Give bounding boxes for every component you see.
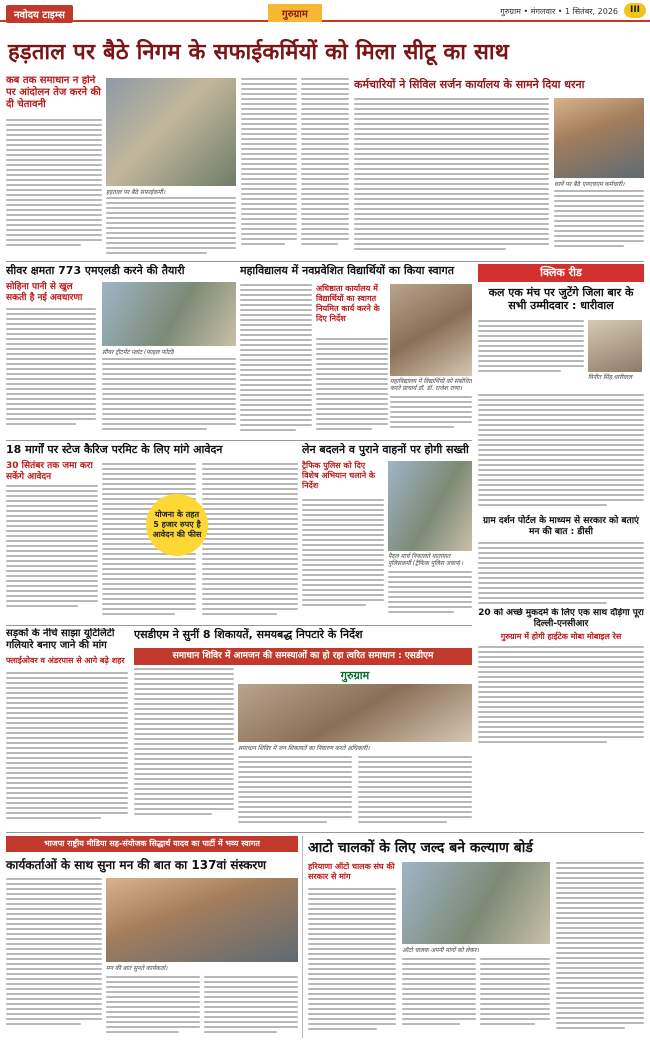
lead-side-head: कब तक समाधान न होने पर आंदोलन तेज करने की दी चेतावनी — [6, 75, 101, 110]
lead-headline: हड़ताल पर बैठे निगम के सफाईकर्मियों को मिला सीटू का साथ — [8, 40, 510, 65]
divider — [6, 625, 472, 626]
auto-head: आटो चालकों के लिए जल्द बने कल्याण बोर्ड — [308, 840, 533, 856]
vehicle-story — [302, 443, 472, 621]
sdm-photo-caption: समाधान शिविर में जन शिकायतें का निवारण करते अधिकारी। — [238, 745, 370, 752]
college-photo — [390, 284, 472, 376]
sdm-bar: समाधान शिविर में आमजन की समस्याओं का हो रहा त्वरित समाधान : एसडीएम — [134, 648, 472, 665]
lead-right-head: कर्मचारियों ने सिविल सर्जन कार्यालय के सामने दिया धरना — [354, 78, 585, 91]
case-race-story — [478, 608, 644, 748]
sdm-photo — [238, 684, 472, 742]
college-sub-head: अधिष्ठाता कार्यालय में विद्यार्थियों का स्वागत नियमित कार्य करने के दिए निर्देश — [316, 284, 380, 323]
auto-photo-caption: ऑटो चालक अपनी मांगों को लेकर। — [402, 947, 479, 954]
fee-bubble: योजना के तहत 5 हजार रुपए है आवेदन की फीस — [146, 494, 208, 556]
lead-right-story — [354, 78, 644, 258]
bjp-photo — [106, 878, 298, 962]
column-divider — [302, 836, 303, 1038]
click-photo-caption: विनीत सिंह धारीवाल — [588, 374, 633, 381]
brand-logo: नवोदय टाइम्स — [6, 5, 73, 23]
vehicle-sub-head: ट्रैफिक पुलिस को दिए विशेष अभियान चलाने के निर्देश — [302, 461, 376, 490]
click-head: कल एक मंच पर जुटेंगे जिला बार के सभी उम्मीदवार : धारीवाल — [488, 286, 634, 312]
bjp-body — [6, 878, 298, 1038]
divider — [6, 261, 644, 262]
case-race-sub-head: गुरुग्राम में होगी हाईटेक मोबा मोबाइल रेस — [500, 632, 622, 641]
page-masthead — [0, 0, 650, 22]
sdm-head: एसडीएम ने सुनीं 8 शिकायतें, समयबद्ध निपटारे के निर्देश — [134, 628, 363, 641]
utility-story — [6, 628, 128, 828]
case-race-head: 20 को अच्छे मुकदमे के लिए एक साथ दौड़ेगा पूरा दिल्ली-एनसीआर — [478, 608, 644, 629]
utility-sub-head: फ्लाईओवर व अंडरपास से आगे बढ़े शहर — [6, 656, 125, 665]
sewer-head: सीवर क्षमता 773 एमएलडी करने की तैयारी — [6, 264, 185, 277]
vehicle-photo-caption: पैदल मार्च निकालते यातायात पुलिसकर्मी (ट्रैफिक पुलिस जवान)। — [388, 553, 464, 567]
click-read-story — [478, 286, 644, 606]
section-badge: गुरुग्राम — [268, 4, 322, 22]
lead-side-text — [6, 119, 102, 249]
lead-right-photo — [554, 98, 644, 178]
sewer-photo — [102, 282, 236, 346]
date-line: गुरुग्राम • मंगलवार • 1 सितंबर, 2026 — [500, 7, 618, 16]
college-photo-caption: महाविद्यालय में विद्यार्थियों को संबोधित करते प्राचार्य डॉ. डॉ. राजेश राणा। — [390, 378, 472, 392]
bjp-bar: भाजपा राष्ट्रीय मीडिया सह-संयोजक सिद्धार्थ यादव का पार्टी में भव्य स्वागत — [6, 836, 298, 852]
sdm-body — [134, 668, 472, 828]
lead-col-3 — [241, 78, 297, 255]
auto-sub-head: हरियाणा ऑटो चालक संघ की सरकार से मांग — [308, 862, 395, 881]
sewer-story — [6, 264, 236, 436]
auto-body — [308, 862, 644, 1038]
vehicle-photo — [388, 461, 472, 551]
lead-text-under-photo — [106, 197, 236, 255]
lead-right-caption: धरने पर बैठे एनएचएम कर्मचारी। — [554, 181, 625, 188]
sewer-sub-head: सोहिना पानी से खुल सकती है नई अवधारणा — [6, 282, 83, 303]
bjp-photo-caption: मन की बात सुनते कार्यकर्ता। — [106, 965, 168, 972]
click-photo — [588, 320, 642, 372]
divider — [6, 832, 644, 833]
sewer-photo-caption: सीवर ट्रीटमेंट प्लांट (फाइल फोटो) — [102, 349, 175, 356]
auto-photo — [402, 862, 550, 944]
page-number: III — [624, 3, 646, 18]
lead-col-4 — [301, 78, 349, 255]
click-read-tag: क्लिक रीड — [478, 264, 644, 282]
lead-side-column — [6, 75, 102, 255]
lead-photo-caption: हड़ताल पर बैठे सफाईकर्मी। — [106, 189, 166, 196]
stage-head: 18 मार्गों पर स्टेज कैरिज परमिट के लिए मांगे आवेदन — [6, 443, 223, 456]
gram-darshan-head: ग्राम दर्शन पोर्टल के माध्यम से सरकार को बताएं मन की बात : डीसी — [482, 516, 640, 537]
college-story — [240, 264, 472, 436]
bjp-head: कार्यकर्ताओं के साथ सुना मन की बात का 137वां संस्करण — [6, 858, 266, 872]
divider — [6, 440, 472, 441]
stage-sub-head: 30 सितंबर तक जमा करा सकेंगे आवेदन — [6, 461, 93, 482]
utility-head: सड़कों के नीचे साझा यूटिलिटी गलियारे बनाए जाने की मांग — [6, 628, 115, 651]
lead-photo — [106, 78, 236, 186]
vehicle-head: लेन बदलने व पुराने वाहनों पर होगी सख्ती — [302, 443, 469, 456]
gurugram-logo: गुरुग्राम — [340, 669, 370, 682]
college-head: महाविद्यालय में नवप्रवेशित विद्यार्थियों का किया स्वागत — [240, 264, 454, 277]
